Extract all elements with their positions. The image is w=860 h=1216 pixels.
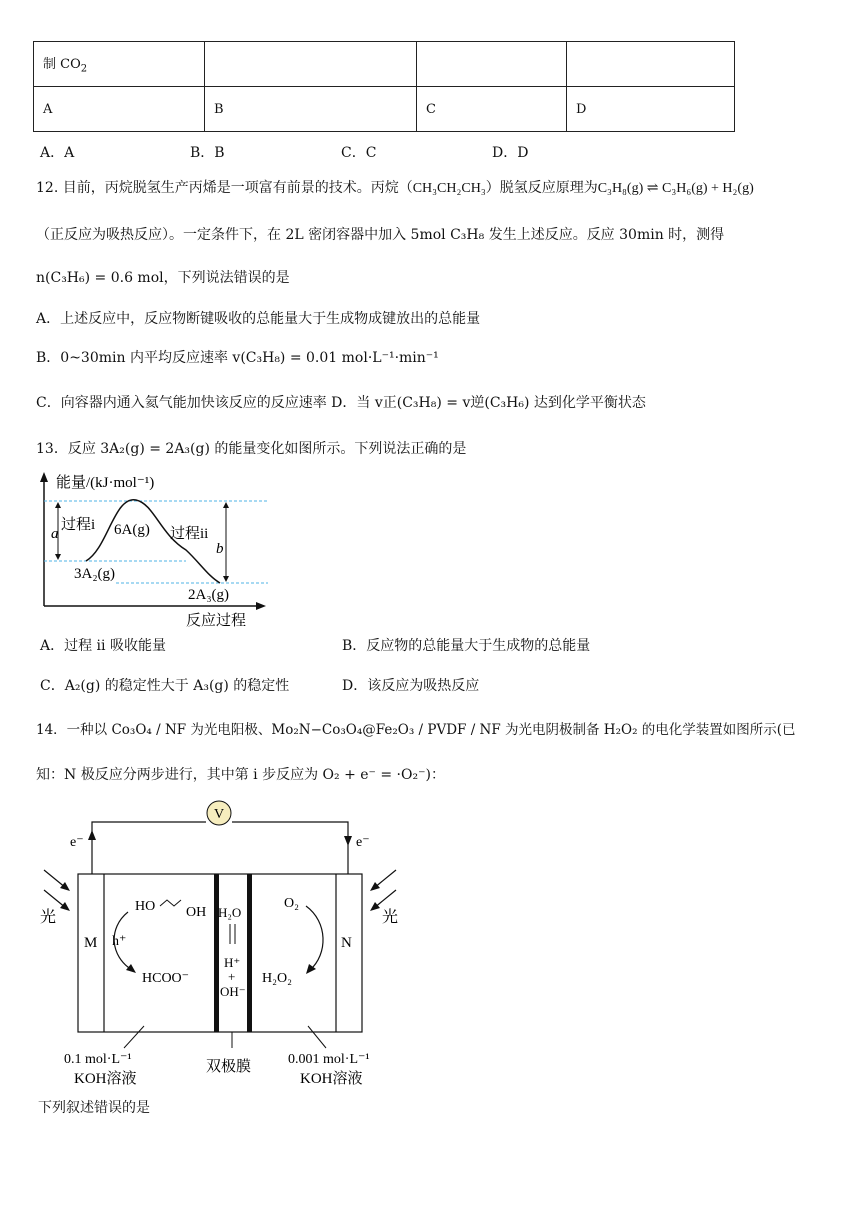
table-row (34, 42, 735, 87)
table-cell (417, 42, 567, 87)
membrane-layer-left (214, 874, 219, 1032)
x-axis-label: 反应过程 (186, 613, 247, 629)
q14-stem-line1: 14．一种以 Co₃O₄ / NF 为光电阳极、Mo₂N−Co₃O₄@Fe₂O₃ / PVDF / NF 为光电阴极制备 H₂O₂ 的电化学装置如图所示(已 (36, 722, 796, 738)
q11-option-d: D．D (492, 145, 529, 161)
glycol-chain (160, 900, 181, 906)
o2-label: O₂ (284, 896, 299, 911)
right-solution-label: KOH溶液 (300, 1071, 363, 1087)
reactant-label: 3A₂(g) (74, 566, 116, 582)
q12-option-d: D．当 v正(C₃H₈) = v逆(C₃H₆) 达到化学平衡状态 (331, 395, 646, 411)
arrow-head-icon (223, 502, 229, 508)
right-conc-label: 0.001 mol·L⁻¹ (288, 1052, 370, 1067)
q13-option-b: B．反应物的总能量大于生成物的总能量 (342, 638, 591, 654)
q13-option-d: D．该反应为吸热反应 (342, 678, 480, 694)
electrode-m-label: M (84, 935, 98, 951)
left-conc-label: 0.1 mol·L⁻¹ (64, 1052, 132, 1067)
glycol-oh-label: OH (186, 905, 207, 920)
q13-option-c: C．A₂(g) 的稳定性大于 A₃(g) 的稳定性 (40, 678, 290, 694)
h-plus-label: H⁺ (224, 955, 241, 970)
electrochemical-cell-diagram (36, 798, 416, 1094)
q13-stem: 13．反应 3A₂(g) = 2A₃(g) 的能量变化如图所示。下列说法正确的是 (36, 441, 467, 457)
reduction-arrow (306, 906, 323, 970)
q11-option-a: A．A (40, 145, 75, 161)
wire-right (232, 822, 348, 874)
process-ii-label: 过程ii (170, 526, 209, 542)
light-label-right: 光 (382, 909, 399, 926)
q14-question-tail: 下列叙述错误的是 (38, 1100, 150, 1116)
process-i-label: 过程i (61, 517, 96, 533)
water-label: H₂O (218, 905, 242, 920)
y-axis-arrow-icon (40, 472, 48, 482)
arrow-head-icon (223, 576, 229, 582)
leader-line-right (308, 1026, 326, 1048)
q11-option-c: C．C (341, 145, 377, 161)
q12-stem-line2: （正反应为吸热反应）。一定条件下，在 2L 密闭容器中加入 5mol C₃H₈ 发生上述反应。反应 30min 时，测得 (36, 227, 725, 243)
table-row (34, 87, 735, 132)
table-cell (205, 42, 417, 87)
label-a: a (51, 526, 59, 542)
membrane-label: 双极膜 (206, 1059, 252, 1075)
arrow-head-icon (55, 502, 61, 508)
plus-sign: + (228, 969, 236, 984)
electron-label-left: e⁻ (70, 835, 84, 850)
q13-option-a: A．过程 ii 吸收能量 (40, 638, 166, 654)
voltmeter-label: V (213, 807, 225, 822)
light-label-left: 光 (40, 909, 57, 926)
q12-stem-line3: n(C₃H₆) = 0.6 mol，下列说法错误的是 (36, 270, 290, 286)
energy-diagram (36, 468, 276, 630)
membrane-layer-right (247, 874, 252, 1032)
arrow-head-icon (55, 554, 61, 560)
q12-option-a: A．上述反应中，反应物断键吸收的总能量大于生成物成键放出的总能量 (36, 311, 481, 327)
q11-option-b: B．B (190, 145, 225, 161)
leader-line-left (124, 1026, 144, 1048)
answer-table (33, 41, 735, 132)
q12-option-c: C．向容器内通入氦气能加快该反应的反应速率 D．当 v正(C₃H₈) = v逆(C₃H₆) 达到化学平衡状态 (36, 395, 646, 411)
light-arrow-head-icon (60, 882, 70, 891)
light-arrow-head-icon (370, 902, 380, 911)
formate-label: HCOO⁻ (142, 971, 190, 986)
arrow-head-icon (126, 964, 136, 973)
label-b: b (216, 541, 224, 557)
product-label: 2A₃(g) (188, 587, 230, 603)
table-cell: D (567, 87, 735, 132)
left-solution-label: KOH溶液 (74, 1071, 137, 1087)
light-arrow-head-icon (370, 882, 380, 891)
electron-label-right: e⁻ (356, 835, 370, 850)
electron-arrow-down-icon (344, 836, 352, 846)
electron-arrow-up-icon (88, 830, 96, 840)
x-axis-arrow-icon (256, 602, 266, 610)
cell-box (78, 874, 362, 1032)
q14-stem-line2: 知：N 极反应分两步进行，其中第 i 步反应为 O₂ + e⁻ = ·O₂⁻)： (36, 767, 445, 783)
oh-minus-label: OH⁻ (220, 984, 246, 999)
table-cell: C (417, 87, 567, 132)
q12-option-b: B．0~30min 内平均反应速率 v(C₃H₈) = 0.01 mol·L⁻¹·min⁻¹ (36, 350, 439, 366)
hole-label: h⁺ (112, 934, 127, 949)
table-cell: A (34, 87, 205, 132)
y-axis-label: 能量/(kJ·mol⁻¹) (56, 475, 155, 491)
h2o2-label: H₂O₂ (262, 971, 292, 986)
glycol-label: HO (135, 899, 156, 914)
light-arrow-head-icon (60, 902, 70, 911)
peak-label: 6A(g) (114, 522, 150, 538)
electrode-n-label: N (341, 935, 352, 951)
wire-left (92, 822, 206, 874)
table-cell: B (205, 87, 417, 132)
table-cell (567, 42, 735, 87)
table-cell: 制 $CO_2$ (34, 42, 205, 87)
q12-stem-line1: 12. 目前，丙烷脱氢生产丙烯是一项富有前景的技术。丙烷（CH₃CH₂CH₃）脱氢反应原理为C₃H₈(g) ⇌ C₃H₆(g) + H₂(g) (36, 180, 754, 196)
